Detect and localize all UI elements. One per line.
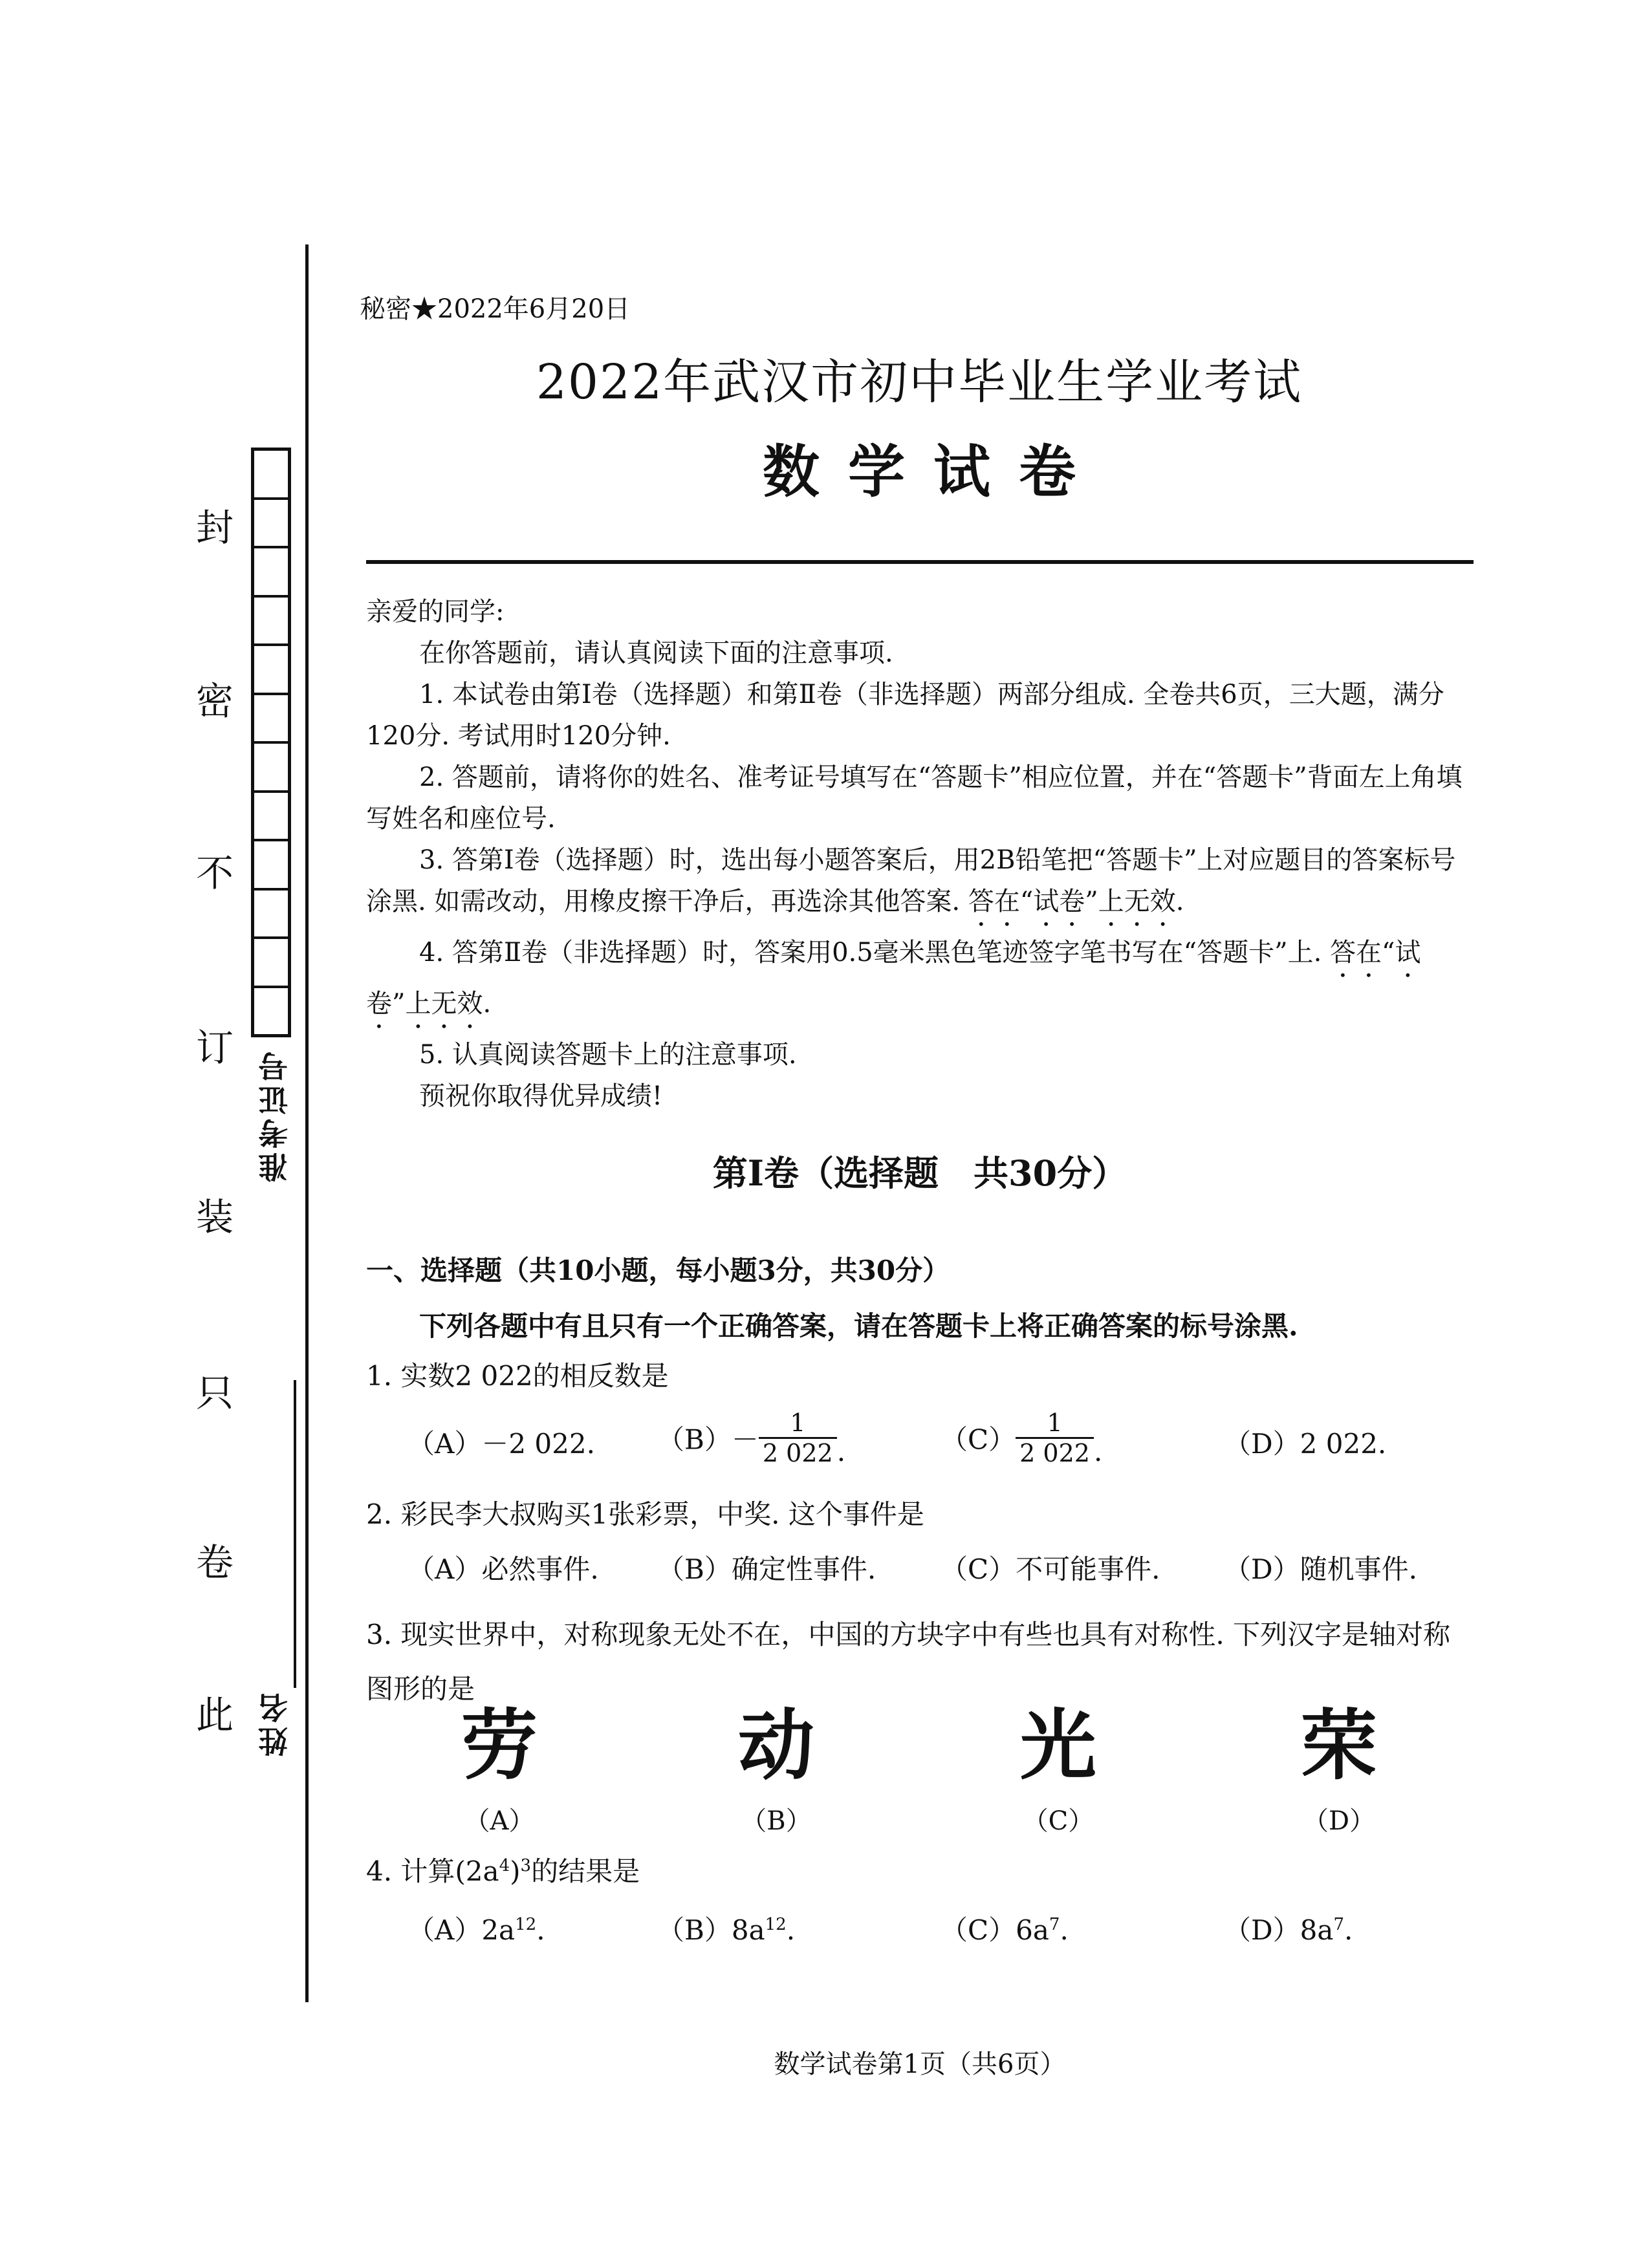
q4-option-a-period: .	[536, 1914, 545, 1946]
q1-option-c-period: .	[1093, 1436, 1103, 1467]
exam-id-box[interactable]	[254, 548, 288, 598]
q3-char-c: 光	[1019, 1701, 1096, 1790]
page-footer: 数学试卷第1页（共6页）	[774, 2049, 1066, 2079]
q4-option-d-base: （D）8a	[1224, 1914, 1334, 1946]
exam-id-box[interactable]	[254, 988, 288, 1035]
instruction-4-text: 4. 答第Ⅱ卷（非选择题）时，答案用0.5毫米黑色笔迹签字笔书写在“答题卡”上.	[419, 938, 1331, 967]
seal-char-4: 装	[195, 1195, 234, 1239]
question-4-options	[408, 1909, 1475, 1948]
fraction-numerator: 1	[759, 1409, 837, 1439]
section-title: 第Ⅰ卷（选择题 共30分）	[712, 1152, 1127, 1194]
greeting: 亲爱的同学:	[366, 597, 505, 627]
seal-char-7: 密	[195, 679, 234, 723]
question-1-stem: 1. 实数2 022的相反数是	[366, 1360, 669, 1392]
header-divider	[366, 560, 1474, 564]
exam-title: 2022年武汉市初中毕业生学业考试	[536, 354, 1303, 410]
name-label: 姓名	[257, 1689, 292, 1756]
q4-stem-a: 4. 计算(2a	[366, 1855, 499, 1887]
seal-char-5: 订	[195, 1026, 234, 1070]
instruction-5: 5. 认真阅读答题卡上的注意事项.	[419, 1040, 797, 1070]
q1-option-d[interactable]: （D）2 022.	[1224, 1428, 1387, 1460]
exam-id-box[interactable]	[254, 646, 288, 695]
secret-date: 秘密★2022年6月20日	[360, 294, 631, 324]
fraction-denominator: 2 022	[762, 1439, 833, 1467]
q1-option-c-label: （C）	[941, 1423, 1016, 1456]
q1-option-c[interactable]	[941, 1409, 1102, 1467]
q1-option-b-fraction	[759, 1409, 837, 1467]
q1-option-b-label: （B）	[657, 1423, 732, 1456]
exam-id-box[interactable]	[254, 451, 288, 500]
instruction-2: 2. 答题前，请将你的姓名、准考证号填写在“答题卡”相应位置，并在“答题卡”背面左上角填写姓名和座位号.	[366, 762, 1463, 834]
q2-option-a[interactable]: （A）必然事件.	[408, 1553, 599, 1585]
q4-option-d-exp: 7	[1333, 1915, 1344, 1934]
binding-line	[305, 244, 309, 2002]
q4-option-a-exp: 12	[515, 1915, 537, 1934]
q4-option-b-exp: 12	[765, 1915, 787, 1934]
q4-option-a-base: （A）2a	[408, 1914, 516, 1946]
q1-option-b-period: .	[836, 1436, 846, 1467]
instruction-4-emphasis: 答在“试卷”上无效	[366, 938, 1421, 1019]
q3-char-b: 动	[737, 1701, 814, 1790]
seal-char-1: 此	[195, 1693, 234, 1737]
question-2-options	[408, 1548, 1475, 1587]
question-3-stem	[366, 1608, 1474, 1716]
q4-stem-exp2: 3	[520, 1856, 532, 1875]
q4-option-c[interactable]	[941, 1909, 1069, 1948]
part-heading: 一、选择题（共10小题，每小题3分，共30分）	[366, 1255, 950, 1286]
seal-char-2: 卷	[195, 1540, 234, 1584]
seal-char-6: 不	[195, 851, 234, 895]
q4-option-c-period: .	[1060, 1914, 1069, 1946]
exam-id-box[interactable]	[254, 841, 288, 891]
instruction-3-text: 3. 答第Ⅰ卷（选择题）时，选出每小题答案后，用2B铅笔把“答题卡”上对应题目的答案标号涂黑. 如需改动，用橡皮擦干净后，再选涂其他答案.	[366, 845, 1456, 916]
q4-stem-b: )	[510, 1855, 521, 1887]
q1-option-a[interactable]: （A）－2 022.	[408, 1428, 595, 1460]
question-1-options	[408, 1409, 1475, 1473]
q4-option-c-exp: 7	[1049, 1915, 1060, 1934]
q4-option-b-base: （B）8a	[657, 1914, 765, 1946]
q4-option-d[interactable]	[1224, 1909, 1353, 1948]
q1-option-b-sign: －	[731, 1423, 759, 1456]
question-4-stem	[366, 1852, 1474, 1891]
instruction-4-end: .	[483, 989, 492, 1019]
q3-char-a: 劳	[461, 1701, 538, 1790]
q4-option-b-period: .	[786, 1914, 796, 1946]
instruction-4	[366, 932, 1474, 1034]
q4-stem-c: 的结果是	[531, 1855, 640, 1887]
exam-id-box[interactable]	[254, 744, 288, 793]
instruction-3	[366, 839, 1474, 932]
q2-option-d[interactable]: （D）随机事件.	[1224, 1553, 1418, 1585]
seal-char-3: 只	[195, 1371, 234, 1415]
exam-id-box[interactable]	[254, 939, 288, 988]
fraction-numerator: 1	[1016, 1409, 1094, 1439]
exam-id-box[interactable]	[254, 793, 288, 842]
exam-id-box[interactable]	[254, 695, 288, 744]
q4-option-a[interactable]	[408, 1909, 545, 1948]
question-2-stem: 2. 彩民李大叔购买1张彩票，中奖. 这个事件是	[366, 1498, 924, 1530]
exam-id-boxes[interactable]	[251, 448, 291, 1037]
part-note: 下列各题中有且只有一个正确答案，请在答题卡上将正确答案的标号涂黑.	[419, 1310, 1298, 1342]
exam-id-box[interactable]	[254, 500, 288, 549]
q3-option-c[interactable]: （C）	[1022, 1806, 1094, 1836]
exam-id-box[interactable]	[254, 598, 288, 647]
exam-id-box[interactable]	[254, 891, 288, 940]
q4-option-b[interactable]	[657, 1909, 795, 1948]
paper-subtitle: 数学试卷	[762, 438, 1104, 505]
q4-option-c-base: （C）6a	[941, 1914, 1049, 1946]
name-fill-line[interactable]	[294, 1380, 296, 1688]
instruction-3-emphasis: 答在“试卷”上无效	[968, 887, 1176, 916]
q4-stem-exp1: 4	[499, 1856, 510, 1875]
seal-char-8: 封	[195, 506, 234, 550]
q2-option-b[interactable]: （B）确定性事件.	[657, 1553, 876, 1585]
q1-option-c-fraction	[1016, 1409, 1094, 1467]
question-3-stem-text: 3. 现实世界中，对称现象无处不在，中国的方块字中有些也具有对称性. 下列汉字是轴对称图形的是	[366, 1619, 1451, 1705]
q2-option-c[interactable]: （C）不可能事件.	[941, 1553, 1160, 1585]
instructions	[366, 591, 1474, 1117]
instruction-intro: 在你答题前，请认真阅读下面的注意事项.	[419, 638, 893, 668]
exam-id-label: 准考证号	[257, 1048, 292, 1182]
q3-option-b[interactable]: （B）	[741, 1806, 812, 1836]
q3-option-a[interactable]: （A）	[464, 1806, 535, 1836]
fraction-denominator: 2 022	[1019, 1439, 1090, 1467]
instruction-1: 1. 本试卷由第Ⅰ卷（选择题）和第Ⅱ卷（非选择题）两部分组成. 全卷共6页，三大题，满分120分. 考试用时120分钟.	[366, 680, 1444, 751]
q3-option-d[interactable]: （D）	[1302, 1806, 1376, 1836]
q4-option-d-period: .	[1344, 1914, 1353, 1946]
instruction-3-end: .	[1175, 887, 1184, 916]
wish-text: 预祝你取得优异成绩!	[419, 1081, 663, 1111]
q1-option-b[interactable]	[657, 1409, 845, 1467]
q3-char-d: 荣	[1300, 1701, 1377, 1790]
